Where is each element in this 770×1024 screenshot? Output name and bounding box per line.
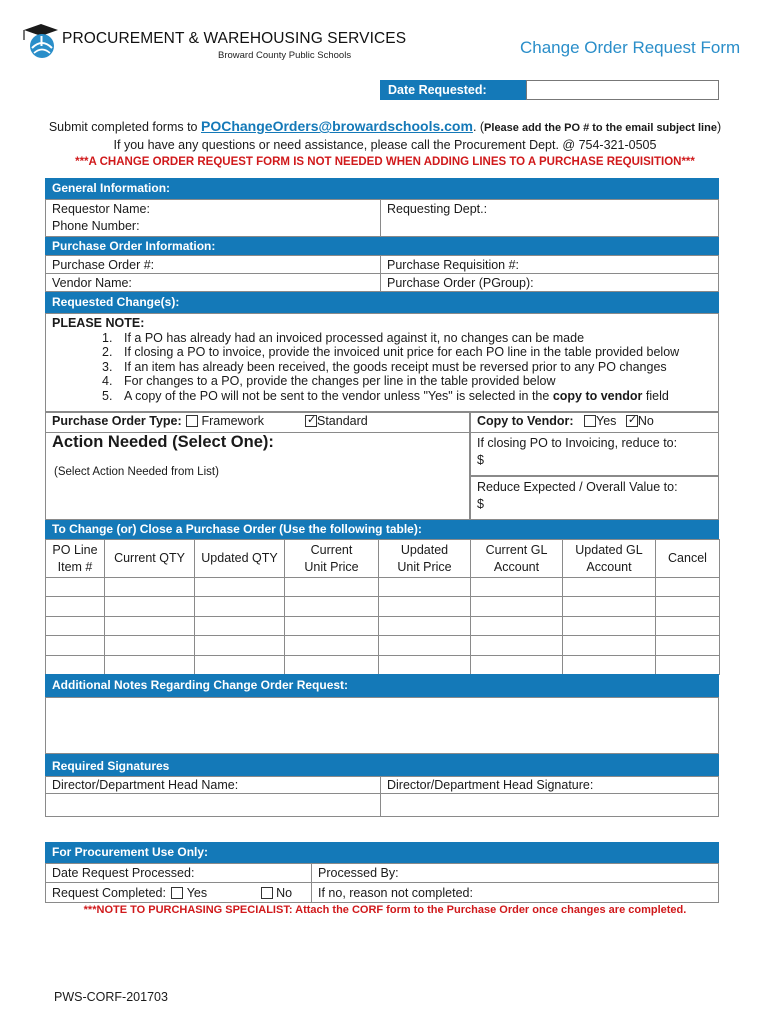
table-cell[interactable] xyxy=(655,616,720,636)
note-text: For changes to a PO, provide the changes per line in the table provided below xyxy=(124,374,556,389)
column-header-line2: Unit Price xyxy=(397,559,452,574)
note-bold-text: copy to vendor xyxy=(552,388,643,403)
table-cell[interactable] xyxy=(562,655,656,675)
table-cell[interactable] xyxy=(104,655,195,675)
table-cell[interactable] xyxy=(378,655,471,675)
table-cell[interactable] xyxy=(45,577,105,597)
purchase-requisition-field[interactable] xyxy=(380,255,719,274)
table-column-header xyxy=(45,539,105,578)
closing-po-label: If closing PO to Invoicing, reduce to: xyxy=(477,436,678,450)
table-cell[interactable] xyxy=(45,635,105,655)
phone-number-label: Phone Number: xyxy=(52,219,140,233)
submit-prefix: Submit completed forms to xyxy=(48,120,201,134)
table-cell[interactable] xyxy=(562,596,656,616)
column-header-line2: Unit Price xyxy=(304,559,359,574)
director-signature-label: Director/Department Head Signature: xyxy=(387,778,594,792)
note-item xyxy=(52,374,679,389)
note-number: 3. xyxy=(102,359,113,374)
column-header-line1: Current GL xyxy=(485,542,548,557)
additional-notes-field[interactable] xyxy=(45,697,719,754)
column-header-line1: Updated QTY xyxy=(201,551,278,565)
column-header-line2: Item # xyxy=(57,559,93,574)
column-header-line1: PO Line xyxy=(52,542,98,557)
copy-to-vendor-label: Copy to Vendor: xyxy=(477,414,574,428)
completed-no-checkbox[interactable] xyxy=(261,887,273,899)
note-item xyxy=(52,331,679,346)
change-table-header: To Change (or) Close a Purchase Order (Use the following table): xyxy=(45,520,719,539)
table-cell[interactable] xyxy=(378,635,471,655)
column-header-line1: Updated xyxy=(400,542,449,557)
note-number: 1. xyxy=(102,330,113,345)
processed-by-label: Processed By: xyxy=(318,866,399,880)
purchase-requisition-label: Purchase Requisition #: xyxy=(387,258,520,272)
column-header-line1: Cancel xyxy=(668,551,707,565)
submit-instructions xyxy=(0,118,770,134)
table-cell[interactable] xyxy=(655,577,720,597)
note-number: 2. xyxy=(102,345,113,360)
po-type-label: Purchase Order Type: xyxy=(52,414,182,428)
org-subtitle: Broward County Public Schools xyxy=(218,50,352,61)
change-table xyxy=(45,539,719,674)
copy-no-label: No xyxy=(637,414,654,428)
column-header-line2: Account xyxy=(493,559,540,574)
closing-po-currency: $ xyxy=(477,453,484,467)
vendor-name-field[interactable] xyxy=(45,273,381,292)
submit-mid: . ( xyxy=(472,120,485,134)
note-text: If an item has already been received, the goods receipt must be reversed prior to any PO changes xyxy=(124,359,667,374)
table-cell[interactable] xyxy=(284,635,379,655)
table-column-header xyxy=(562,539,656,578)
pgroup-label: Purchase Order (PGroup): xyxy=(387,276,534,290)
please-note-heading: PLEASE NOTE: xyxy=(52,316,145,330)
table-cell[interactable] xyxy=(45,655,105,675)
director-name-label-cell xyxy=(45,776,381,794)
form-title: Change Order Request Form xyxy=(520,38,741,57)
framework-label: Framework xyxy=(201,414,264,428)
table-cell[interactable] xyxy=(470,596,563,616)
table-column-header xyxy=(470,539,563,578)
requestor-name-label: Requestor Name: xyxy=(52,202,150,216)
request-completed-row xyxy=(45,882,312,903)
table-cell[interactable] xyxy=(284,577,379,597)
purchase-order-label: Purchase Order #: xyxy=(52,258,155,272)
table-cell[interactable] xyxy=(562,616,656,636)
table-cell[interactable] xyxy=(284,655,379,675)
table-cell[interactable] xyxy=(378,577,471,597)
pgroup-field[interactable] xyxy=(380,273,719,292)
email-link[interactable]: POChangeOrders@browardschools.com xyxy=(201,118,473,134)
completed-no-label: No xyxy=(276,886,293,900)
submit-end: ) xyxy=(716,120,722,134)
completed-yes-checkbox[interactable] xyxy=(171,887,183,899)
table-cell[interactable] xyxy=(194,596,285,616)
general-info-header: General Information: xyxy=(45,178,719,199)
table-cell[interactable] xyxy=(45,596,105,616)
subject-note: Please add the PO # to the email subject line xyxy=(484,122,717,134)
table-cell[interactable] xyxy=(562,577,656,597)
form-code-footer: PWS-CORF-201703 xyxy=(54,990,168,1004)
action-needed-hint: (Select Action Needed from List) xyxy=(54,466,219,478)
table-cell[interactable] xyxy=(104,635,195,655)
copy-yes-label: Yes xyxy=(596,414,617,428)
table-column-header xyxy=(194,539,285,578)
column-header-line1: Updated GL xyxy=(575,542,643,557)
standard-checkbox[interactable] xyxy=(305,415,317,427)
date-processed-label: Date Request Processed: xyxy=(52,866,195,880)
director-name-field[interactable] xyxy=(45,793,381,817)
table-cell[interactable] xyxy=(45,616,105,636)
table-cell[interactable] xyxy=(562,635,656,655)
note-number: 4. xyxy=(102,374,113,389)
column-header-line2: Account xyxy=(586,559,632,574)
reason-field[interactable] xyxy=(311,882,719,903)
table-cell[interactable] xyxy=(284,596,379,616)
school-logo-icon xyxy=(22,22,60,60)
phone-number-field[interactable] xyxy=(45,217,381,237)
completed-yes-label: Yes xyxy=(186,886,208,900)
note-text: If a PO has already had an invoiced processed against it, no changes can be made xyxy=(124,330,585,345)
action-needed-heading: Action Needed (Select One): xyxy=(52,433,274,451)
table-cell[interactable] xyxy=(655,635,720,655)
note-item xyxy=(52,389,679,404)
table-cell[interactable] xyxy=(655,655,720,675)
reason-label: If no, reason not completed: xyxy=(318,886,473,900)
table-column-header xyxy=(104,539,195,578)
reduce-value-label: Reduce Expected / Overall Value to: xyxy=(477,480,678,494)
table-column-header xyxy=(378,539,471,578)
copy-no-checkbox[interactable] xyxy=(626,415,638,427)
table-cell[interactable] xyxy=(104,616,195,636)
table-cell[interactable] xyxy=(194,635,285,655)
note-item xyxy=(52,345,679,360)
table-column-header xyxy=(655,539,720,578)
table-column-header xyxy=(284,539,379,578)
standard-label: Standard xyxy=(317,414,368,428)
director-name-label: Director/Department Head Name: xyxy=(52,778,239,792)
director-signature-label-cell xyxy=(380,776,719,794)
date-requested-label: Date Requested: xyxy=(380,80,526,100)
requested-changes-header: Requested Change(s): xyxy=(45,292,719,313)
po-info-header: Purchase Order Information: xyxy=(45,237,719,255)
note-end-text: field xyxy=(642,388,669,403)
table-cell[interactable] xyxy=(378,616,471,636)
column-header-line1: Current xyxy=(310,542,353,557)
column-header-line1: Current QTY xyxy=(114,551,185,565)
note-item xyxy=(52,360,679,375)
requesting-dept-field[interactable] xyxy=(380,199,719,237)
procurement-header: For Procurement Use Only: xyxy=(45,842,719,863)
table-cell[interactable] xyxy=(284,616,379,636)
request-completed-label: Request Completed: xyxy=(52,886,166,900)
copy-yes-checkbox[interactable] xyxy=(584,415,596,427)
please-note-list xyxy=(52,316,679,404)
director-signature-field[interactable] xyxy=(380,793,719,817)
table-cell[interactable] xyxy=(194,616,285,636)
table-cell[interactable] xyxy=(104,596,195,616)
note-text: A copy of the PO will not be sent to the vendor unless "Yes" is selected in the xyxy=(124,388,553,403)
signatures-header: Required Signatures xyxy=(45,754,719,776)
note-number: 5. xyxy=(102,388,113,403)
framework-checkbox[interactable] xyxy=(186,415,198,427)
requesting-dept-label: Requesting Dept.: xyxy=(387,202,488,216)
table-cell[interactable] xyxy=(194,577,285,597)
purchasing-specialist-note: ***NOTE TO PURCHASING SPECIALIST: Attach the CORF form to the Purchase Order once changes are completed. xyxy=(83,904,687,916)
org-title: PROCUREMENT & WAREHOUSING SERVICES xyxy=(62,30,407,47)
table-cell[interactable] xyxy=(104,577,195,597)
table-cell[interactable] xyxy=(655,596,720,616)
warning-line: ***A CHANGE ORDER REQUEST FORM IS NOT NEEDED WHEN ADDING LINES TO A PURCHASE REQUISITION*** xyxy=(75,156,695,168)
reduce-value-currency: $ xyxy=(477,497,484,511)
table-cell[interactable] xyxy=(470,635,563,655)
table-cell[interactable] xyxy=(470,616,563,636)
questions-line: If you have any questions or need assistance, please call the Procurement Dept. @ 754-321-0505 xyxy=(113,138,657,152)
requestor-name-field[interactable] xyxy=(45,199,381,218)
date-requested-field[interactable] xyxy=(526,80,719,100)
date-processed-field[interactable] xyxy=(45,863,312,883)
table-cell[interactable] xyxy=(194,655,285,675)
processed-by-field[interactable] xyxy=(311,863,719,883)
table-cell[interactable] xyxy=(378,596,471,616)
table-cell[interactable] xyxy=(470,577,563,597)
vendor-name-label: Vendor Name: xyxy=(52,276,132,290)
note-text: If closing a PO to invoice, provide the invoiced unit price for each PO line in the table provided below xyxy=(124,345,680,360)
purchase-order-field[interactable] xyxy=(45,255,381,274)
additional-notes-header: Additional Notes Regarding Change Order Request: xyxy=(45,674,719,697)
table-cell[interactable] xyxy=(470,655,563,675)
